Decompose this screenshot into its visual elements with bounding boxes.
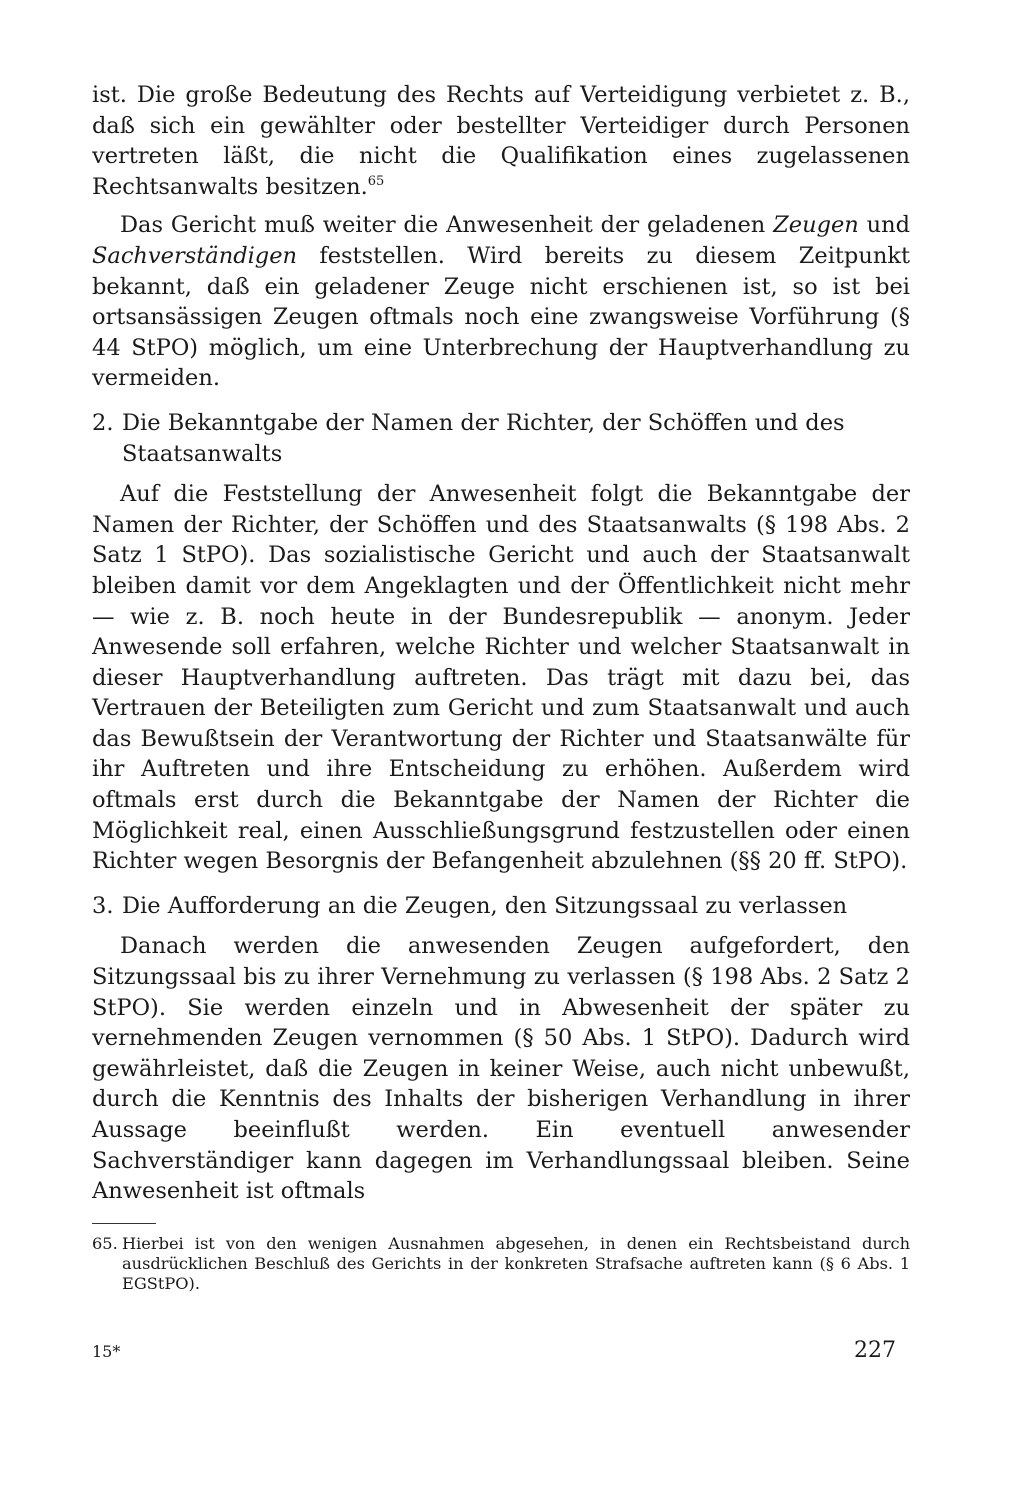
emphasis-sachverstaendigen: Sachverständigen <box>92 242 298 269</box>
paragraph-1-text: ist. Die große Bedeutung des Rechts auf Verteidigung verbietet z. B., daß sich ein gewählter oder bestellter Verteidiger durch Personen vertreten läßt, die nicht die Qualifikation eines zugelassenen Rechtsanwalts besitzen. <box>92 82 910 200</box>
section-heading-3 <box>92 891 910 922</box>
paragraph-2 <box>92 210 910 394</box>
page-body <box>92 80 910 1294</box>
footnote-65 <box>92 1234 910 1294</box>
footnote-reference-65[interactable]: 65 <box>367 173 385 189</box>
emphasis-zeugen: Zeugen <box>773 212 859 239</box>
section-number-3: 3. <box>92 892 114 919</box>
paragraph-1 <box>92 80 910 202</box>
page-number: 227 <box>854 1338 896 1363</box>
section-title-2: Die Bekanntgabe der Namen der Richter, der Schöffen und des Staatsanwalts <box>122 409 845 467</box>
footnote-text: Hierbei ist von den wenigen Ausnahmen abgesehen, in denen ein Rechtsbeistand durch ausdrücklichen Beschluß des Gerichts in der konkreten Strafsache auftreten kann (§ 6 Abs. 1 EGStPO). <box>122 1233 910 1293</box>
paragraph-4: Danach werden die anwesenden Zeugen aufgefordert, den Sitzungssaal bis zu ihrer Vernehmung zu verlassen (§ 198 Abs. 2 Satz 2 StPO). Sie werden einzeln und in Abwesenheit der später zu vernehmenden Zeugen vernommen (§ 50 Abs. 1 StPO). Dadurch wird gewährleistet, daß die Zeugen in keiner Weise, auch nicht unbewußt, durch die Kenntnis des Inhalts der bisherigen Verhandlung in ihrer Aussage beeinflußt werden. Ein eventuell anwesender Sachverständiger kann dagegen im Verhandlungssaal bleiben. Seine Anwesenheit ist oftmals <box>92 933 910 1205</box>
paragraph-2-text-b: und <box>858 212 910 239</box>
section-number-2: 2. <box>92 409 114 436</box>
footnote-divider <box>92 1223 156 1224</box>
paragraph-2-text-c: feststellen. Wird bereits zu diesem Zeitpunkt bekannt, daß ein geladener Zeuge nicht erschienen ist, so ist bei ortsansässigen Zeugen oftmals noch eine zwangsweise Vorführung (§ 44 StPO) möglich, um eine Unterbrechung der Hauptverhandlung zu vermeiden. <box>92 242 910 392</box>
printer-signature: 15* <box>92 1342 121 1361</box>
paragraph-3: Auf die Feststellung der Anwesenheit folgt die Bekanntgabe der Namen der Richter, der Schöffen und des Staatsanwalts (§ 198 Abs. 2 Satz 1 StPO). Das sozialistische Gericht und auch der Staatsanwalt bleiben damit vor dem Angeklagten und der Öffentlichkeit nicht mehr — wie z. B. noch heute in der Bundesrepublik — anonym. Jeder Anwesende soll erfahren, welche Richter und welcher Staatsanwalt in dieser Hauptverhandlung auftreten. Das trägt mit dazu bei, das Vertrauen der Beteiligten zum Gericht und zum Staatsanwalt und auch das Bewußtsein der Verantwortung der Richter und Staatsanwälte für ihr Auftreten und ihre Entscheidung zu erhöhen. Außerdem wird oftmals erst durch die Bekanntgabe der Namen der Richter die Möglichkeit real, einen Ausschließungsgrund festzustellen oder einen Richter wegen Besorgnis der Befangenheit abzulehnen (§§ 20 ff. StPO). <box>92 481 910 875</box>
section-title-3: Die Aufforderung an die Zeugen, den Sitzungssaal zu verlassen <box>122 892 848 919</box>
page-footer <box>92 1338 910 1368</box>
section-heading-2 <box>92 408 910 469</box>
footnote-number: 65. <box>92 1233 118 1253</box>
paragraph-2-text-a: Das Gericht muß weiter die Anwesenheit der geladenen <box>120 212 774 239</box>
